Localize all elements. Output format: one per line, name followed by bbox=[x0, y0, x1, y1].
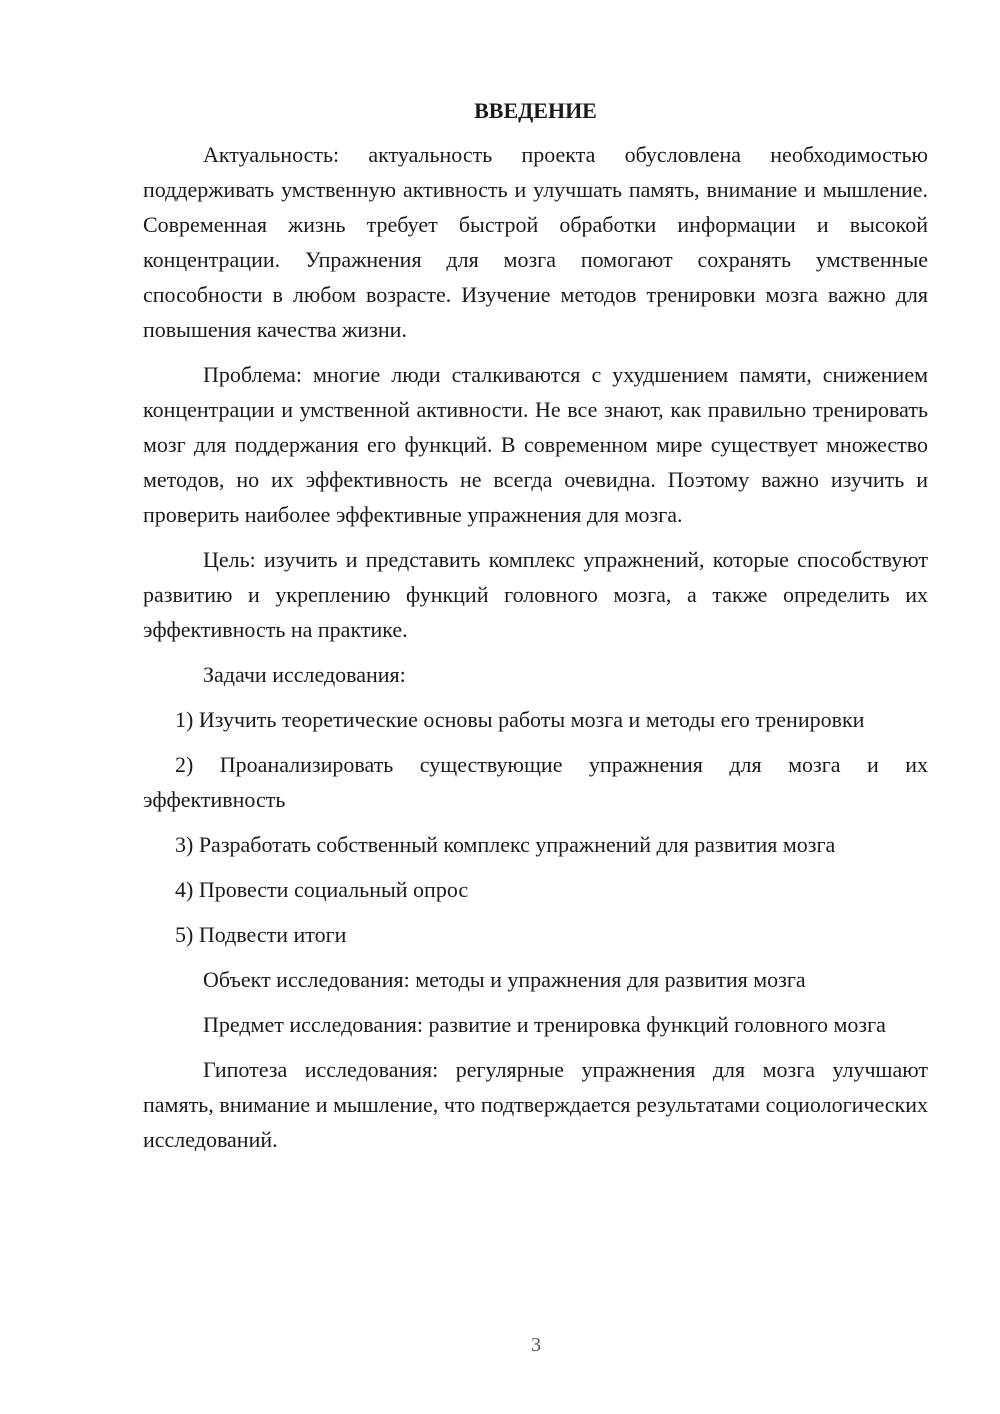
object-paragraph: Объект исследования: методы и упражнения для развития мозга bbox=[203, 967, 806, 992]
goal-paragraph: Цель: изучить и представить комплекс упражнений, которые способствуют развитию и укреплению функций головного мозга, а также определить их эффективность на практике. bbox=[143, 547, 928, 642]
section-heading: ВВЕДЕНИЕ bbox=[474, 98, 597, 123]
problem-paragraph: Проблема: многие люди сталкиваются с ухудшением памяти, снижением концентрации и умственной активности. Не все знают, как правильно тренировать мозг для поддержания его функций. В современном мире существует множество методов, но их эффективность не всегда очевидна. Поэтому важно изучить и проверить наиболее эффективные упражнения для мозга. bbox=[143, 362, 928, 527]
task-item-1: 1) Изучить теоретические основы работы мозга и методы его тренировки bbox=[175, 707, 865, 732]
subject-paragraph: Предмет исследования: развитие и тренировка функций головного мозга bbox=[203, 1012, 886, 1037]
page-number: 3 bbox=[531, 1334, 541, 1356]
task-item-2: 2) Проанализировать существующие упражнения для мозга и их эффективность bbox=[143, 752, 928, 812]
tasks-intro: Задачи исследования: bbox=[203, 662, 406, 687]
relevance-paragraph: Актуальность: актуальность проекта обусловлена необходимостью поддерживать умственную активность и улучшать память, внимание и мышление. Современная жизнь требует быстрой обработки информации и высокой концентрации. Упражнения для мозга помогают сохранять умственные способности в любом возрасте. Изучение методов тренировки мозга важно для повышения качества жизни. bbox=[143, 142, 928, 342]
hypothesis-paragraph: Гипотеза исследования: регулярные упражнения для мозга улучшают память, внимание и мышление, что подтверждается результатами социологических исследований. bbox=[143, 1057, 928, 1152]
task-item-4: 4) Провести социальный опрос bbox=[175, 877, 469, 902]
task-item-5: 5) Подвести итоги bbox=[175, 922, 347, 947]
task-item-3: 3) Разработать собственный комплекс упражнений для развития мозга bbox=[175, 832, 836, 857]
document-page bbox=[143, 96, 928, 1167]
